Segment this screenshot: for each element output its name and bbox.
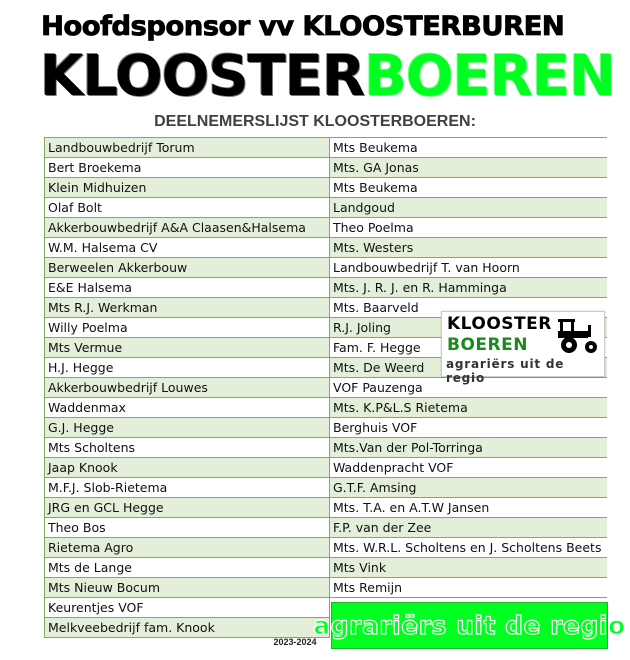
table-row [45, 398, 608, 418]
participant-right: Mts.Van der Pol-Torringa [330, 438, 608, 458]
participant-right: Theo Poelma [330, 218, 608, 238]
table-row [45, 238, 608, 258]
participant-left: G.J. Hegge [45, 418, 330, 438]
participant-left: Berweelen Akkerbouw [45, 258, 330, 278]
table-row [45, 438, 608, 458]
brand-title-boeren: BOEREN [364, 44, 615, 109]
participant-left: Theo Bos [45, 518, 330, 538]
participant-right: Mts Remijn [330, 578, 608, 598]
season-label: 2023-2024 [273, 637, 317, 647]
table-row [45, 178, 608, 198]
participant-left: M.F.J. Slob-Rietema [45, 478, 330, 498]
participant-right: Mts. K.P&L.S Rietema [330, 398, 608, 418]
participant-right: G.T.F. Amsing [330, 478, 608, 498]
participant-left: Keurentjes VOF [45, 598, 330, 618]
table-row [45, 578, 608, 598]
participant-left: Mts Scholtens [45, 438, 330, 458]
banner-text: agrariërs uit de regio [313, 611, 626, 640]
participant-right: F.P. van der Zee [330, 518, 608, 538]
brand-title [40, 44, 615, 109]
participant-right: Landgoud [330, 198, 608, 218]
table-row [45, 538, 608, 558]
participant-right: Berghuis VOF [330, 418, 608, 438]
participant-left: Klein Midhuizen [45, 178, 330, 198]
participant-right: Mts. De Weerd [330, 358, 608, 378]
participant-right: Mts Vink [330, 558, 608, 578]
participant-left: Landbouwbedrijf Torum [45, 138, 330, 158]
logo-line-klooster: KLOOSTER [447, 314, 552, 334]
participant-right: Mts. Baarveld [330, 298, 608, 318]
table-row [45, 518, 608, 538]
table-row [45, 478, 608, 498]
participant-right: Waddenpracht VOF [330, 458, 608, 478]
participant-right: Mts. GA Jonas [330, 158, 608, 178]
participant-left: Rietema Agro [45, 538, 330, 558]
participant-right: Mts. W.R.L. Scholtens en J. Scholtens Beets [330, 538, 608, 558]
participant-left: Melkveebedrijf fam. Knook [45, 618, 330, 638]
participant-right: VOF Pauzenga [330, 378, 608, 398]
participant-left: E&E Halsema [45, 278, 330, 298]
participant-left: W.M. Halsema CV [45, 238, 330, 258]
sponsor-heading: Hoofdsponsor vv KLOOSTERBUREN [41, 11, 565, 42]
participant-left: Olaf Bolt [45, 198, 330, 218]
participant-right: Landbouwbedrijf T. van Hoorn [330, 258, 608, 278]
tractor-icon [556, 317, 600, 355]
participant-left: Bert Broekema [45, 158, 330, 178]
regional-farmers-banner [313, 602, 626, 649]
participant-right: Mts. J. R. J. en R. Hamminga [330, 278, 608, 298]
participant-left: Mts Nieuw Bocum [45, 578, 330, 598]
participants-list-title: DEELNEMERSLIJST KLOOSTERBOEREN: [154, 113, 476, 130]
participant-right: Mts Beukema [330, 138, 608, 158]
participant-right: Fam. F. Hegge [330, 338, 608, 358]
logo-tagline: agrariërs uit de regio [446, 357, 565, 385]
table-row [45, 558, 608, 578]
participant-left: Akkerbouwbedrijf A&A Claasen&Halsema [45, 218, 330, 238]
table-row [45, 218, 608, 238]
logo-line-boeren: BOEREN [447, 335, 528, 355]
participant-right: Mts. T.A. en A.T.W Jansen [330, 498, 608, 518]
participant-right: R.J. Joling [330, 318, 608, 338]
participant-left: Waddenmax [45, 398, 330, 418]
participant-left: Jaap Knook [45, 458, 330, 478]
table-row [45, 278, 608, 298]
participant-right: Mts. Westers [330, 238, 608, 258]
participant-left: Mts R.J. Werkman [45, 298, 330, 318]
table-row [45, 258, 608, 278]
table-row [45, 138, 608, 158]
table-row [45, 418, 608, 438]
table-row [45, 498, 608, 518]
participant-left: Willy Poelma [45, 318, 330, 338]
table-row [45, 458, 608, 478]
kloosterboeren-logo [441, 311, 605, 385]
participant-left: H.J. Hegge [45, 358, 330, 378]
participants-table [44, 137, 607, 638]
table-row [45, 198, 608, 218]
table-row [45, 158, 608, 178]
participant-left: Mts de Lange [45, 558, 330, 578]
brand-title-klooster: KLOOSTER [40, 44, 365, 109]
participant-left: Mts Vermue [45, 338, 330, 358]
participant-left: JRG en GCL Hegge [45, 498, 330, 518]
participant-left: Akkerbouwbedrijf Louwes [45, 378, 330, 398]
participant-right: Mts Beukema [330, 178, 608, 198]
